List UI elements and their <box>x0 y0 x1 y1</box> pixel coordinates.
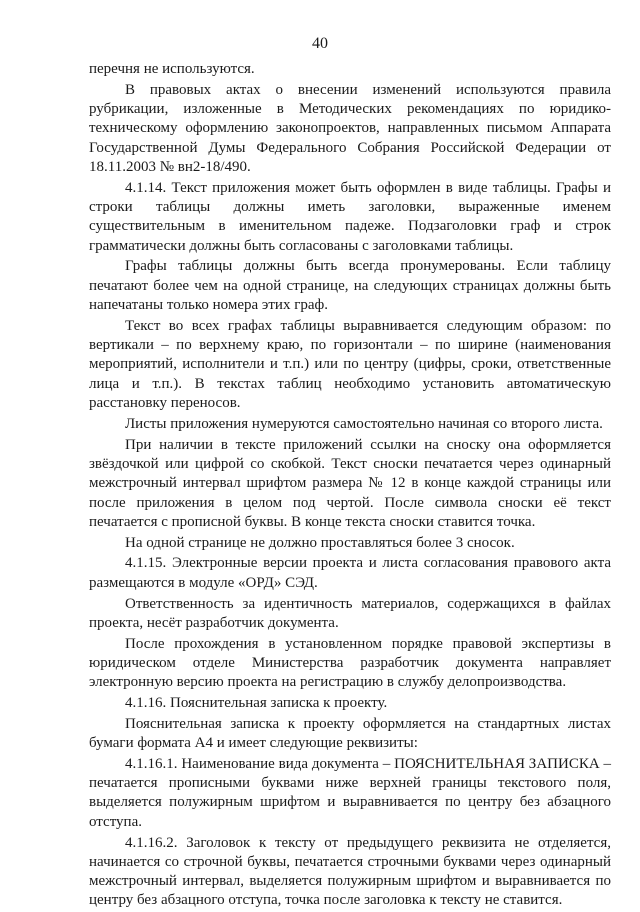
paragraph: 4.1.16. Пояснительная записка к проекту. <box>125 695 388 711</box>
paragraph: 4.1.15. Электронные версии проекта и листа согласования правового акта размещаются в модуле «ОРД» СЭД. <box>89 555 611 591</box>
page-number: 40 <box>312 35 328 52</box>
paragraph: При наличии в тексте приложений ссылки на сноску она оформляется звёздочкой или цифрой со скобкой. Текст сноски печатается через одинарный межстрочный интервал шрифтом размера № 12 в конце каждой страницы или после приложения в целом под чертой. После символа сноски её текст печатается с прописной буквы. В конце текста сноски ставится точка. <box>89 436 611 530</box>
paragraph: Текст во всех графах таблицы выравнивается следующим образом: по вертикали – по верхнему краю, по горизонтали – по ширине (наименования мероприятий, исполнители и т.п.) или по центру (цифры, сроки, ответственные лица и т.п.). В текстах таблиц необходимо установить автоматическую расстановку переносов. <box>89 317 611 412</box>
paragraph: Листы приложения нумеруются самостоятельно начиная со второго листа. <box>125 415 603 432</box>
paragraph: Ответственность за идентичность материалов, содержащихся в файлах проекта, несёт разработчик документа. <box>89 595 611 631</box>
paragraph: В правовых актах о внесении изменений используются правила рубрикации, изложенные в Методических рекомендациях по юридико-техническому оформлению законопроектов, направленных письмом Аппарата Государственной Думы Федерального Собрания Российской Федерации от 18.11.2003 № вн2-18/490. <box>89 81 611 175</box>
paragraph: 4.1.14. Текст приложения может быть оформлен в виде таблицы. Графы и строки таблицы должны иметь заголовки, выраженные именем существительным в именительном падеже. Подзаголовки граф и строк грамматически должны быть согласованы с заголовками таблицы. <box>89 179 611 254</box>
paragraph: 4.1.16.2. Заголовок к тексту от предыдущего реквизита не отделяется, начинается со строчной буквы, печатается строчными буквами через одинарный межстрочный интервал, выделяется полужирным шрифтом и выравнивается по центру без абзацного отступа, точка после заголовка к тексту не ставится. <box>89 834 611 909</box>
document-body <box>89 60 611 912</box>
paragraph: После прохождения в установленном порядке правовой экспертизы в юридическом отделе Министерства разработчик документа направляет электронную версию проекта на регистрацию в службу делопроизводства. <box>89 635 611 691</box>
paragraph: перечня не используются. <box>89 61 255 77</box>
paragraph: На одной странице не должно проставляться более 3 сносок. <box>125 534 515 551</box>
paragraph: 4.1.16.1. Наименование вида документа – ПОЯСНИТЕЛЬНАЯ ЗАПИСКА – печатается прописными буквами ниже верхней границы текстового поля, выделяется полужирным шрифтом и выравнивается по центру без абзацного отступа. <box>89 755 611 830</box>
paragraph: Пояснительная записка к проекту оформляется на стандартных листах бумаги формата А4 и имеет следующие реквизиты: <box>89 715 611 752</box>
paragraph: Графы таблицы должны быть всегда пронумерованы. Если таблицу печатают более чем на одной странице, на следующих страницах должны быть напечатаны только номера этих граф. <box>89 258 611 314</box>
